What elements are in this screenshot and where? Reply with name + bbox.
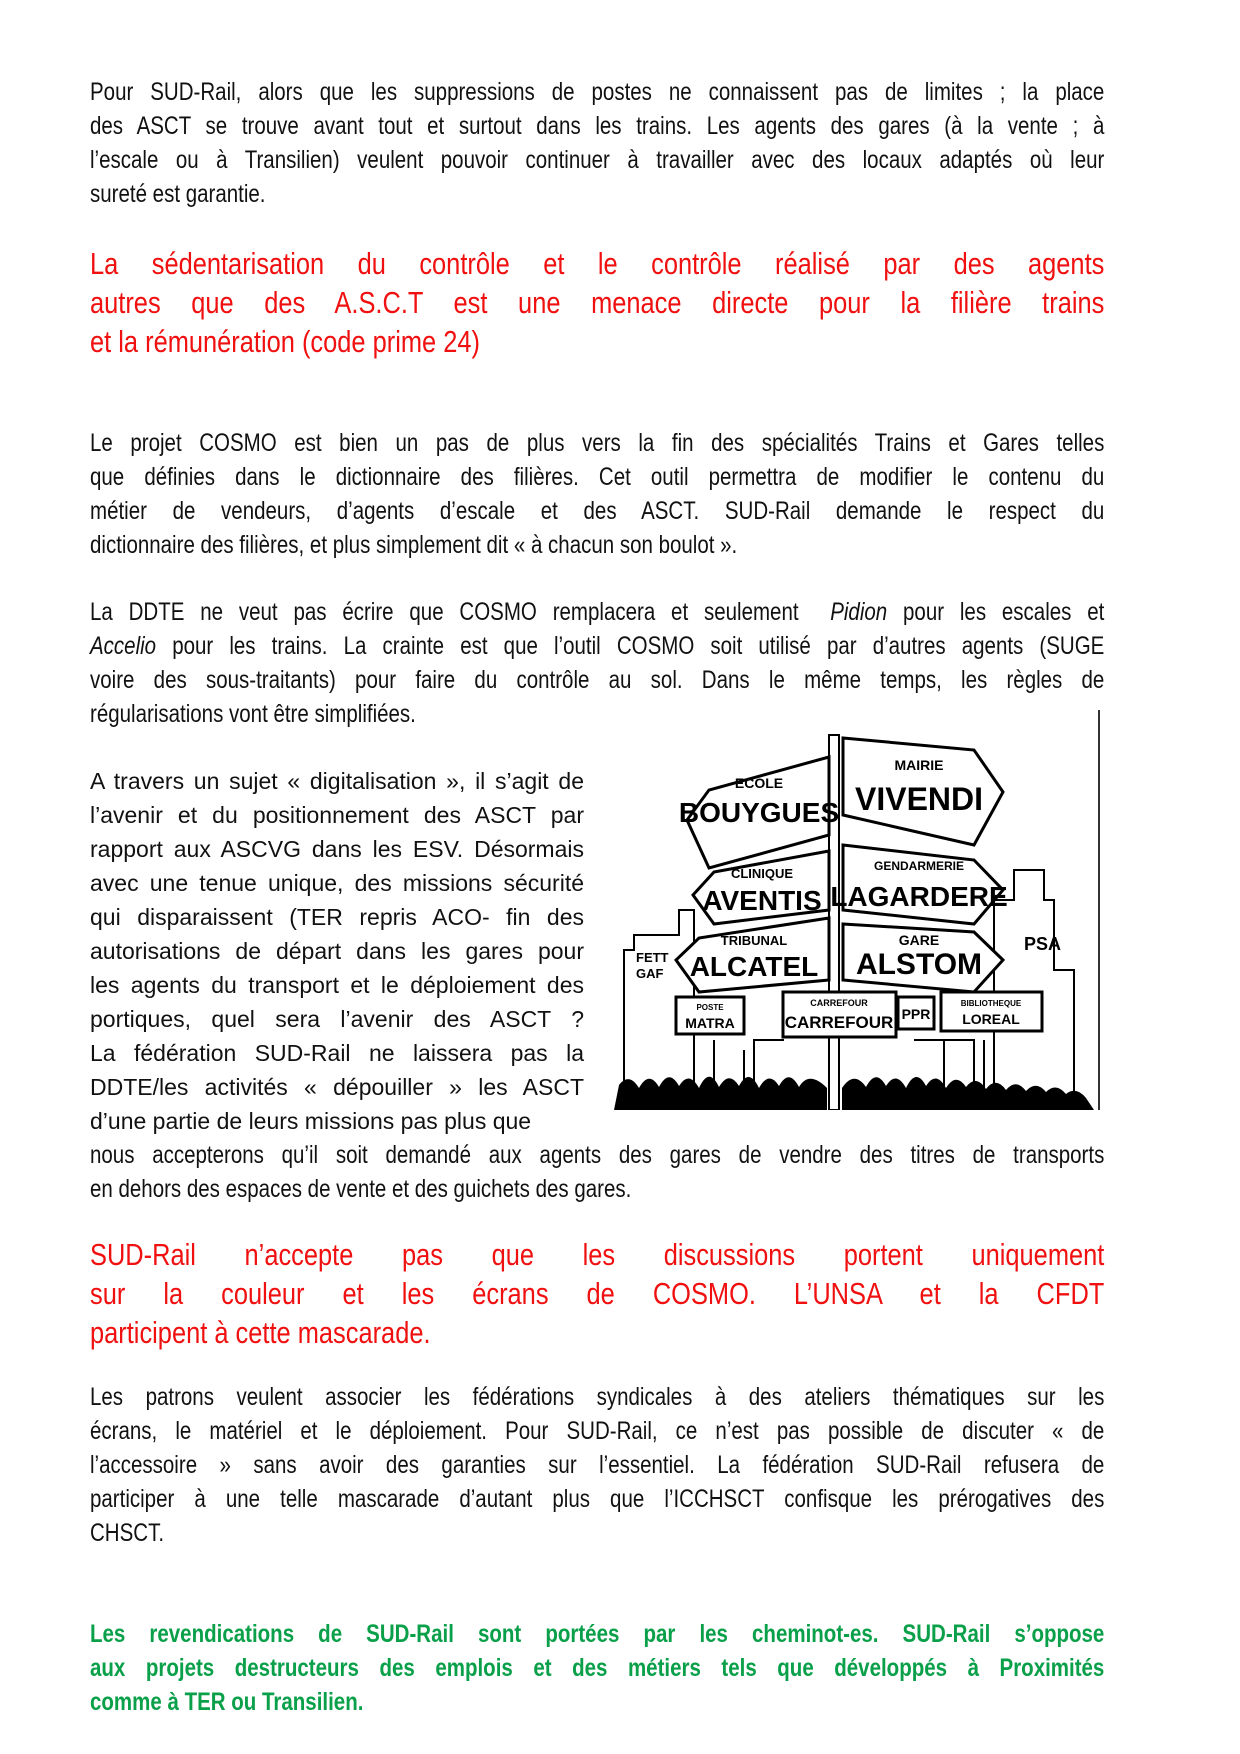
building-label: PSA (1024, 934, 1062, 954)
text-line: Le projet COSMO est bien un pas de plus vers la fin des spécialités Trains et Gares telles (90, 429, 1105, 457)
italic-term: Pidion (830, 598, 888, 626)
text-line: Les revendications de SUD-Rail sont portées par les cheminot-es. SUD-Rail s’oppose (90, 1620, 1105, 1648)
sign-label: ECOLE (734, 775, 784, 791)
text-line: l’escale ou à Transilien) veulent pouvoir continuer à travailler avec des locaux adaptés où leur (90, 146, 1105, 174)
sign-label: POSTE (696, 1003, 724, 1012)
text-line: et la rémunération (code prime 24) (90, 324, 480, 359)
text-line: des ASCT se trouve avant tout et surtout dans les trains. Les agents des gares (à la vente ; à (90, 112, 1105, 140)
building-label: FETT (636, 950, 669, 965)
paragraph-p5 (90, 1380, 1240, 1550)
sign-label: AVENTIS (702, 885, 822, 916)
sign-label: LAGARDERE (830, 881, 1008, 912)
text-line: portiques, quel sera l’avenir des ASCT ? (90, 1006, 584, 1032)
sign-label: ALSTOM (855, 948, 983, 981)
building-label: GAF (636, 966, 664, 981)
text-line: participent à cette mascarade. (90, 1315, 431, 1350)
text-line: voire des sous-traitants) pour faire du contrôle au sol. Dans le même temps, les règles de (90, 666, 1105, 694)
highlight-heading-h2 (90, 1235, 1240, 1352)
sign-label: VIVENDI (854, 781, 984, 817)
text-line: qui disparaissent (TER repris ACO- fin des (90, 904, 584, 930)
text-line: en dehors des espaces de vente et des guichets des gares. (90, 1175, 632, 1203)
text-line: autorisations de départ dans les gares pour (90, 938, 584, 964)
text-segment: pour les escales et (887, 598, 1105, 626)
paragraph-p2 (90, 426, 1240, 562)
text-line: comme à TER ou Transilien. (90, 1688, 364, 1716)
text-line: Les patrons veulent associer les fédérations syndicales à des ateliers thématiques sur les (90, 1383, 1105, 1411)
sign-label: MAIRIE (894, 757, 944, 773)
sign-label: GENDARMERIE (873, 859, 965, 873)
text-line: A travers un sujet « digitalisation », il s’agit de (90, 768, 584, 794)
sign-label: BOUYGUES (678, 797, 840, 828)
text-line: La fédération SUD-Rail ne laissera pas la (90, 1040, 584, 1066)
sign-label: CARREFOUR (784, 1013, 894, 1032)
sign-label: MATRA (685, 1015, 735, 1031)
text-line: sureté est garantie. (90, 180, 266, 208)
text-line: dictionnaire des filières, et plus simplement dit « à chacun son boulot ». (90, 531, 738, 559)
text-line: les agents du transport et le déploiement des (90, 972, 584, 998)
sign-label: BIBLIOTHEQUE (960, 999, 1022, 1008)
sign-label: GARE (898, 932, 940, 948)
text-line: La sédentarisation du contrôle et le contrôle réalisé par des agents (90, 246, 1105, 281)
text-line (90, 595, 1104, 629)
text-line: nous accepterons qu’il soit demandé aux agents des gares de vendre des titres de transports (90, 1141, 1105, 1169)
text-line: régularisations vont être simplifiées. (90, 700, 416, 728)
text-line: rapport aux ASCVG dans les ESV. Désormais (90, 836, 584, 862)
text-line: avec une tenue unique, des missions sécurité (90, 870, 584, 896)
highlight-heading-h1 (90, 244, 1240, 361)
text-line: l’accessoire » sans avoir des garanties sur l’essentiel. La fédération SUD-Rail refusera de (90, 1451, 1105, 1479)
text-line: que définies dans le dictionnaire des filières. Cet outil permettra de modifier le contenu du (90, 463, 1105, 491)
text-line (90, 629, 1104, 663)
text-segment: La DDTE ne veut pas écrire que COSMO remplacera et seulement (90, 598, 831, 626)
paragraph-p1 (90, 75, 1240, 211)
text-line: SUD-Rail n’accepte pas que les discussions portent uniquement (90, 1237, 1105, 1272)
text-line: d’une partie de leurs missions pas plus que (90, 1108, 532, 1134)
text-line: aux projets destructeurs des emplois et des métiers tels que développés à Proximités (90, 1654, 1105, 1682)
text-segment: pour les trains. La crainte est que l’outil COSMO soit utilisé par d’autres agents (SUGE (156, 632, 1105, 660)
text-line: métier de vendeurs, d’agents d’escale et des ASCT. SUD-Rail demande le respect du (90, 497, 1105, 525)
sign-label: CLINIQUE (730, 866, 794, 881)
text-line: participer à une telle mascarade d’autant plus que l’ICCHSCT confisque les prérogatives des (90, 1485, 1105, 1513)
sign-label: CARREFOUR (810, 998, 868, 1008)
text-line: DDTE/les activités « dépouiller » les ASCT (90, 1074, 584, 1100)
signpost-cartoon-illustration (614, 710, 1101, 1110)
conclusion-g1 (90, 1617, 1240, 1719)
text-line: écrans, le matériel et le déploiement. Pour SUD-Rail, ce n’est pas possible de discuter « de (90, 1417, 1105, 1445)
text-line: l’avenir et du positionnement des ASCT par (90, 802, 584, 828)
text-line: sur la couleur et les écrans de COSMO. L’UNSA et la CFDT (90, 1276, 1105, 1311)
sign-label: PPR (901, 1006, 931, 1022)
sign-label: ALCATEL (689, 951, 819, 982)
sign-label: LOREAL (962, 1011, 1020, 1027)
text-line: CHSCT. (90, 1519, 165, 1547)
sign-label: TRIBUNAL (720, 933, 788, 948)
text-line: autres que des A.S.C.T est une menace directe pour la filière trains (90, 285, 1105, 320)
text-line: Pour SUD-Rail, alors que les suppressions de postes ne connaissent pas de limites ; la place (90, 78, 1105, 106)
italic-term: Accelio (90, 632, 157, 660)
